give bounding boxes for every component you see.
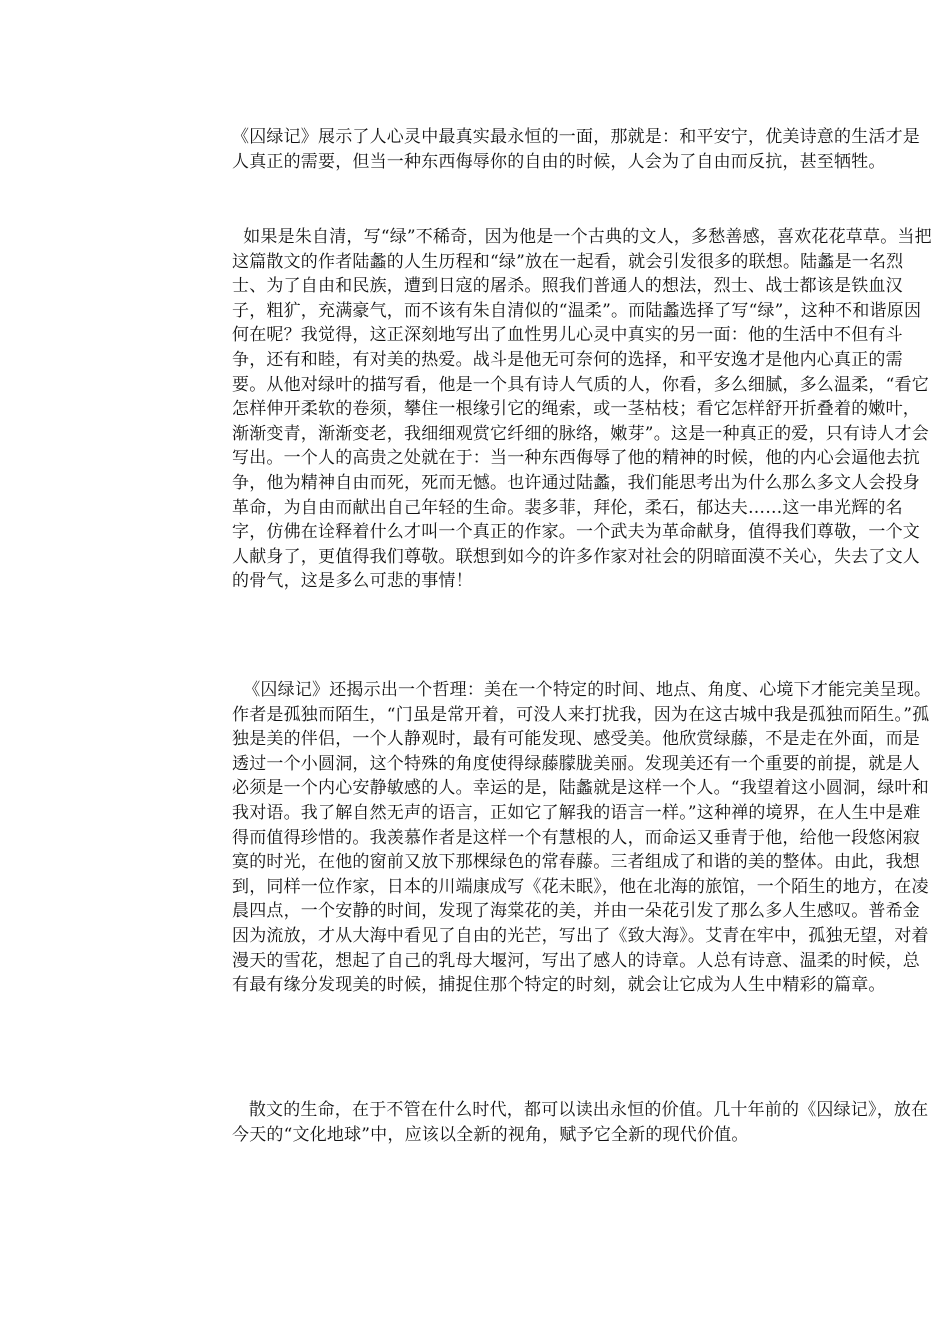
paragraph-3: 《囚绿记》还揭示出一个哲理：美在一个特定的时间、地点、角度、心境下才能完美呈现。作者是孤独而陌生，“门虽是常开着，可没人来打扰我，因为在这古城中我是孤独而陌生。”孤独是美的伴侣，一个人静观时，最有可能发现、感受美。他欣赏绿藤，不是走在外面，而是透过一个小圆洞，这个特殊的角度使得绿藤朦胧美丽。发现美还有一个重要的前提，就是人必须是一个内心安静敏感的人。幸运的是，陆蠡就是这样一个人。“我望着这小圆洞，绿叶和我对语。我了解自然无声的语言，正如它了解我的语言一样。”这种禅的境界，在人生中是难得而值得珍惜的。我羡慕作者是这样一个有慧根的人，而命运又垂青于他，给他一段悠闲寂寞的时光，在他的窗前又放下那棵绿色的常春藤。三者组成了和谐的美的整体。由此，我想到，同样一位作家，日本的川端康成写《花未眠》，他在北海的旅馆，一个陌生的地方，在凌晨四点，一个安静的时间，发现了海棠花的美，并由一朵花引发了那么多人生感叹。普希金因为流放，才从大海中看见了自由的光芒，写出了《致大海》。艾青在牢中，孤独无望，对着漫天的雪花，想起了自己的乳母大堰河，写出了感人的诗章。人总有诗意、温柔的时候，总有最有缘分发现美的时候，捕捉住那个特定的时刻，就会让它成为人生中精彩的篇章。	[232, 680, 932, 996]
paragraph-2: 如果是朱自清，写“绿”不稀奇，因为他是一个古典的文人，多愁善感，喜欢花花草草。当把这篇散文的作者陆蠡的人生历程和“绿”放在一起看，就会引发很多的联想。陆蠡是一名烈士、为了自由和民族，遭到日寇的屠杀。照我们普通人的想法，烈士、战士都该是铁血汉子，粗犷，充满豪气，而不该有朱自清似的“温柔”。而陆蠡选择了写“绿”，这种不和谐原因何在呢？我觉得，这正深刻地写出了血性男儿心灵中真实的另一面：他的生活中不但有斗争，还有和睦，有对美的热爱。战斗是他无可奈何的选择，和平安逸才是他内心真正的需要。从他对绿叶的描写看，他是一个具有诗人气质的人，你看，多么细腻，多么温柔，“看它怎样伸开柔软的卷须，攀住一根缘引它的绳索，或一茎枯枝；看它怎样舒开折叠着的嫩叶，渐渐变青，渐渐变老，我细细观赏它纤细的脉络，嫩芽”。这是一种真正的爱，只有诗人才会写出。一个人的高贵之处就在于：当一种东西侮辱了他的精神的时候，他的内心会逼他去抗争，他为精神自由而死，死而无憾。也许通过陆蠡，我们能思考出为什么那么多文人会投身革命，为自由而献出自己年轻的生命。裴多菲，拜伦，柔石，郁达夫……这一串光辉的名字，仿佛在诠释着什么才叫一个真正的作家。一个武夫为革命献身，值得我们尊敬，一个文人献身了，更值得我们尊敬。联想到如今的许多作家对社会的阴暗面漠不关心，失去了文人的骨气，这是多么可悲的事情！	[232, 227, 932, 592]
paragraph-1: 《囚绿记》展示了人心灵中最真实最永恒的一面，那就是：和平安宁，优美诗意的生活才是人真正的需要，但当一种东西侮辱你的自由的时候，人会为了自由而反抗，甚至牺牲。	[232, 127, 920, 172]
paragraph-4: 散文的生命，在于不管在什么时代，都可以读出永恒的价值。几十年前的《囚绿记》，放在今天的“文化地球”中，应该以全新的视角，赋予它全新的现代价值。	[232, 1100, 929, 1145]
